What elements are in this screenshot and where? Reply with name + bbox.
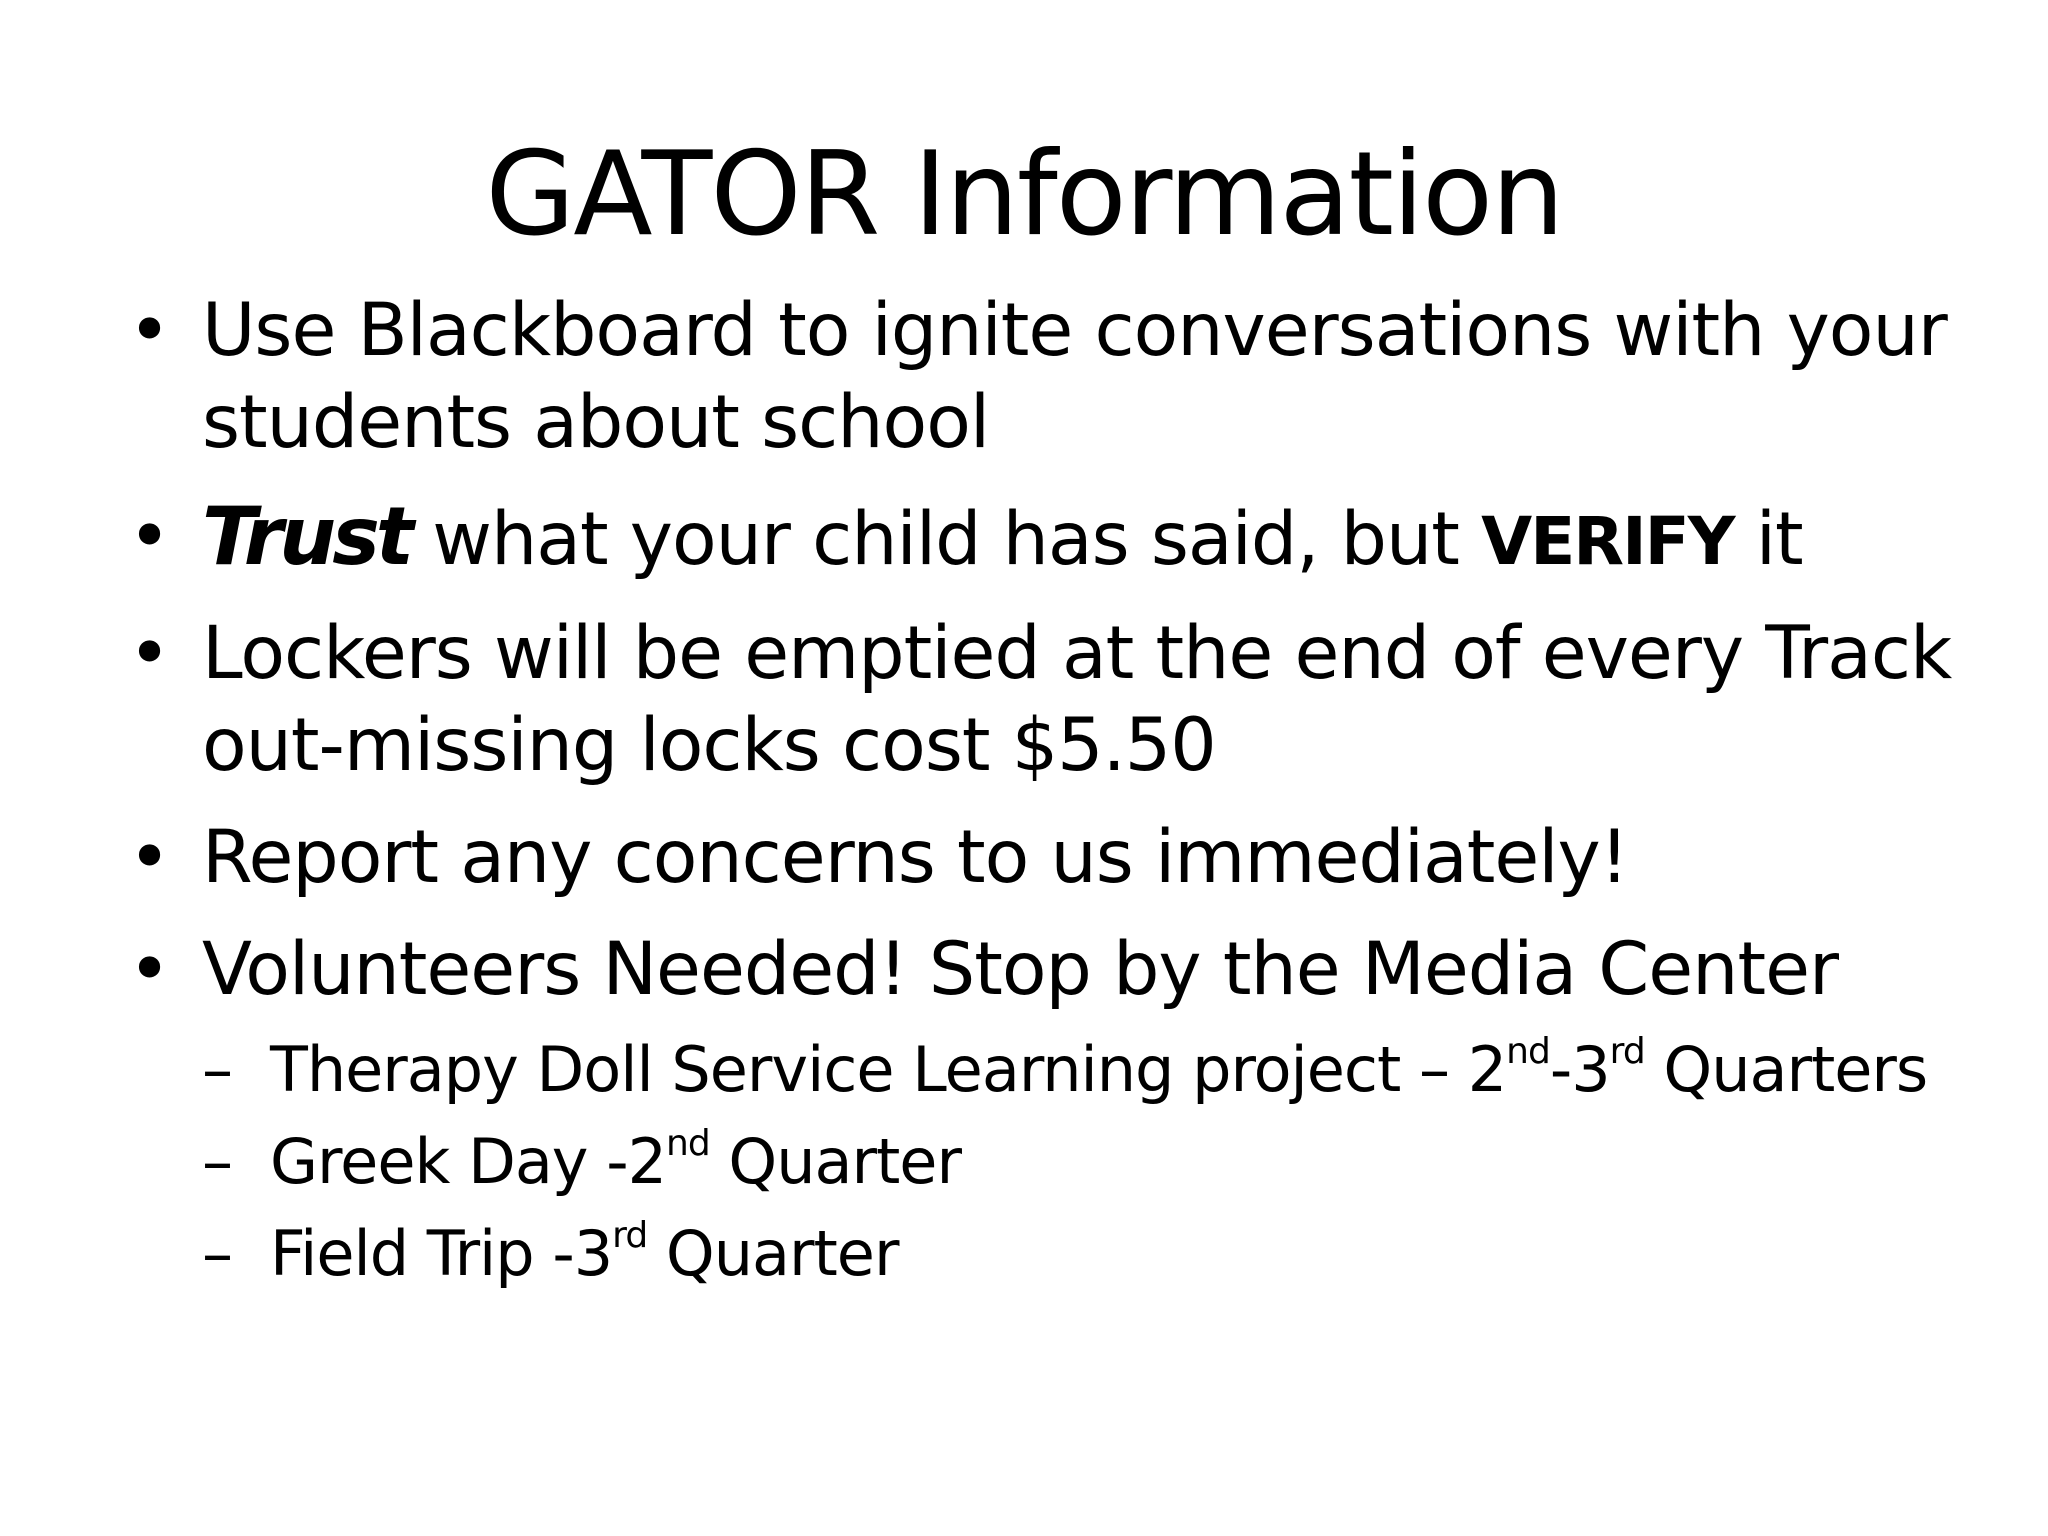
bullet-item (128, 608, 2008, 792)
sub-bullet-text-mid: -3 (1549, 1033, 1610, 1106)
bullet-text-middle: what your child has said, but (410, 497, 1482, 582)
bullet-symbol: • (128, 927, 171, 1012)
sub-bullet-item (202, 1024, 2008, 1116)
emphasis-verify: VERIFY (1481, 503, 1734, 580)
sub-bullet-item (202, 1208, 2008, 1300)
bullet-text-end: it (1733, 497, 1803, 582)
ordinal-suffix: nd (666, 1123, 710, 1164)
emphasis-trust: Trust (202, 490, 411, 583)
ordinal-suffix: nd (1506, 1031, 1550, 1072)
sub-bullet-text-end: Quarter (709, 1125, 961, 1198)
sub-bullet-text-end: Quarters (1644, 1033, 1928, 1106)
slide-title: GATOR Information (485, 127, 1563, 262)
bullet-list (128, 285, 2008, 1300)
bullet-text: Use Blackboard to ignite conversations with your students about school (202, 288, 1947, 465)
bullet-symbol: • (128, 815, 171, 900)
sub-bullet-symbol: – (202, 1217, 232, 1290)
sub-bullet-symbol: – (202, 1125, 232, 1198)
bullet-item (128, 812, 2008, 904)
sub-bullet-text: Field Trip -3 (270, 1217, 613, 1290)
sub-bullet-text: Greek Day -2 (270, 1125, 667, 1198)
sub-bullet-list (202, 1024, 2008, 1300)
sub-bullet-text: Therapy Doll Service Learning project – 2 (270, 1033, 1507, 1106)
bullet-text: Report any concerns to us immediately! (202, 815, 1628, 900)
bullet-symbol: • (128, 494, 171, 579)
sub-bullet-text-end: Quarter (647, 1217, 899, 1290)
ordinal-suffix: rd (612, 1215, 648, 1256)
bullet-symbol: • (128, 611, 171, 696)
sub-bullet-item (202, 1116, 2008, 1208)
bullet-item (128, 924, 2008, 1300)
bullet-text: Volunteers Needed! Stop by the Media Center (202, 927, 1838, 1012)
bullet-item (128, 285, 2008, 469)
bullet-symbol: • (128, 288, 171, 373)
sub-bullet-symbol: – (202, 1033, 232, 1106)
bullet-item (128, 491, 2008, 588)
bullet-text: Lockers will be emptied at the end of every Track out-missing locks cost $5.50 (202, 611, 1952, 788)
ordinal-suffix: rd (1609, 1031, 1645, 1072)
